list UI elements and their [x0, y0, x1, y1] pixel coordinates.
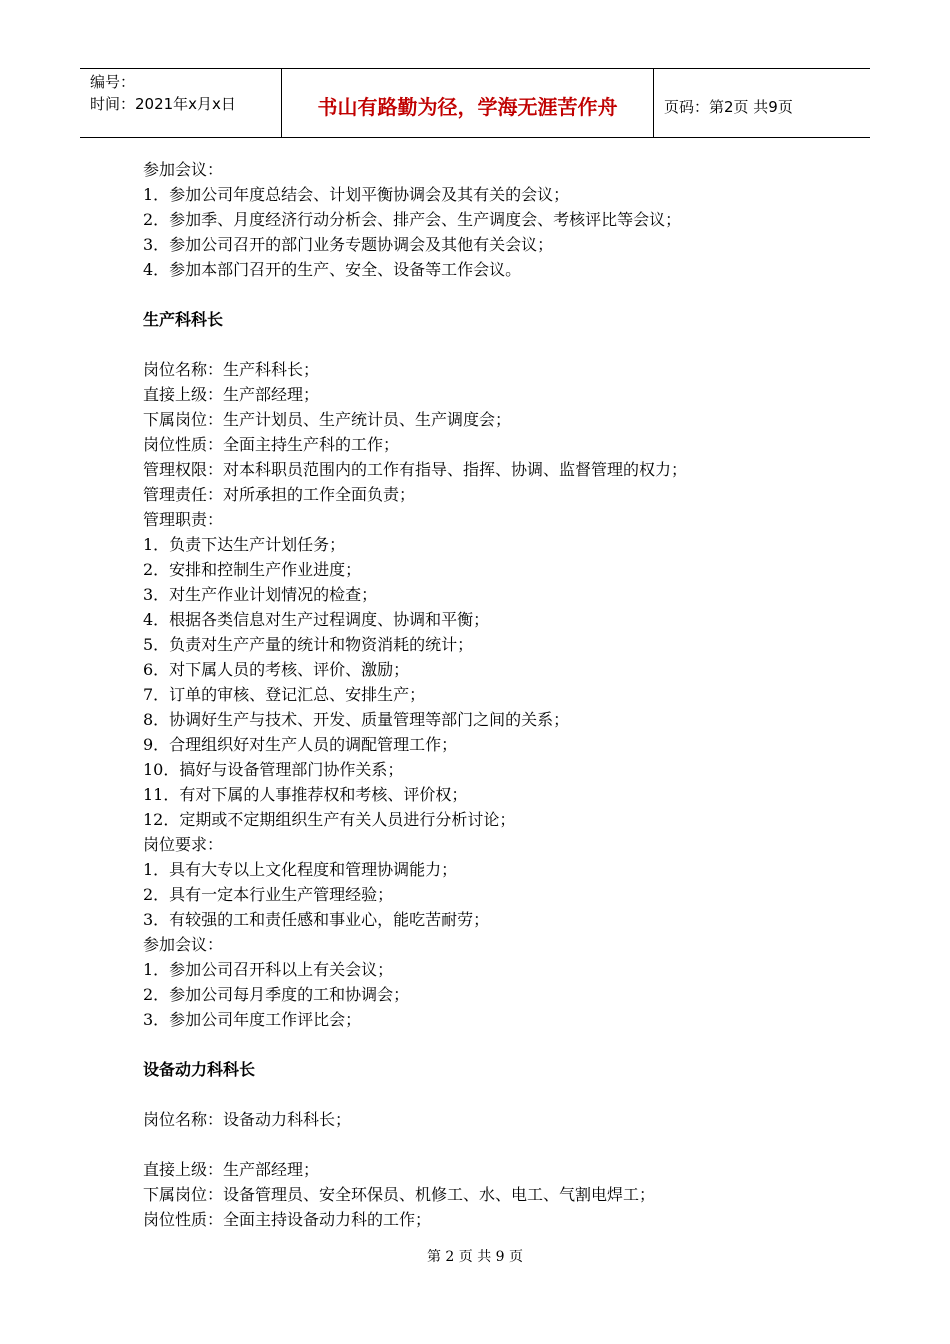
meeting-section [143, 157, 843, 282]
header-motto: 书山有路勤为径，学海无涯苦作舟 [282, 69, 654, 137]
text-line: 2．具有一定本行业生产管理经验； [143, 885, 394, 904]
text-line: 3．有较强的工和责任感和事业心，能吃苦耐劳； [143, 910, 490, 929]
text-line: 11．有对下属的人事推荐权和考核、评价权； [143, 785, 468, 804]
text-line: 岗位要求： [143, 835, 224, 854]
text-line: 岗位名称：设备动力科科长； [143, 1110, 352, 1129]
header-number-label: 编号： [90, 73, 136, 91]
text-line: 岗位名称：生产科科长； [143, 360, 320, 379]
text-line: 管理职责： [143, 510, 224, 529]
page-footer: 第 2 页 共 9 页 [426, 1249, 524, 1265]
text-line: 3．参加公司年度工作评比会； [143, 1010, 362, 1029]
page-header [80, 68, 870, 138]
equipment-chief-section [143, 1107, 843, 1232]
text-line: 岗位性质：全面主持生产科的工作； [143, 435, 400, 454]
text-line: 2．参加公司每月季度的工和协调会； [143, 985, 410, 1004]
text-line: 管理责任：对所承担的工作全面负责； [143, 485, 416, 504]
text-line: 直接上级：生产部经理； [143, 385, 320, 404]
text-line: 1．具有大专以上文化程度和管理协调能力； [143, 860, 458, 879]
text-line: 1．负责下达生产计划任务； [143, 535, 346, 554]
text-line: 管理权限：对本科职员范围内的工作有指导、指挥、协调、监督管理的权力； [143, 460, 688, 479]
text-line: 3．对生产作业计划情况的检查； [143, 585, 378, 604]
text-line: 5．负责对生产产量的统计和物资消耗的统计； [143, 635, 474, 654]
header-meta [80, 69, 282, 137]
text-line: 参加会议： [143, 935, 224, 954]
text-line: 2．参加季、月度经济行动分析会、排产会、生产调度会、考核评比等会议； [143, 210, 682, 229]
section-heading-production-chief: 生产科科长 [143, 310, 224, 329]
text-line: 直接上级：生产部经理； [143, 1160, 320, 1179]
text-line: 4．参加本部门召开的生产、安全、设备等工作会议。 [143, 260, 522, 279]
text-line: 8．协调好生产与技术、开发、质量管理等部门之间的关系； [143, 710, 570, 729]
text-line: 下属岗位：设备管理员、安全环保员、机修工、水、电工、气割电焊工； [143, 1185, 656, 1204]
production-chief-section [143, 357, 843, 1032]
section-heading-equipment-chief: 设备动力科科长 [143, 1060, 256, 1079]
text-line: 9．合理组织好对生产人员的调配管理工作； [143, 735, 458, 754]
text-line: 1．参加公司召开科以上有关会议； [143, 960, 394, 979]
text-line: 7．订单的审核、登记汇总、安排生产； [143, 685, 426, 704]
text-line: 2．安排和控制生产作业进度； [143, 560, 362, 579]
text-line: 3．参加公司召开的部门业务专题协调会及其他有关会议； [143, 235, 554, 254]
text-line: 12．定期或不定期组织生产有关人员进行分析讨论； [143, 810, 516, 829]
text-line: 下属岗位：生产计划员、生产统计员、生产调度会； [143, 410, 512, 429]
text-line: 4．根据各类信息对生产过程调度、协调和平衡； [143, 610, 490, 629]
document-body [143, 157, 843, 1232]
text-line: 岗位性质：全面主持设备动力科的工作； [143, 1210, 432, 1229]
header-page-code: 页码：第2页 共9页 [664, 97, 793, 116]
header-time-label: 时间：2021年x月x日 [90, 95, 236, 113]
text-line: 1．参加公司年度总结会、计划平衡协调会及其有关的会议； [143, 185, 570, 204]
text-line: 6．对下属人员的考核、评价、激励； [143, 660, 410, 679]
text-line: 10．搞好与设备管理部门协作关系； [143, 760, 404, 779]
text-line: 参加会议： [143, 160, 224, 179]
